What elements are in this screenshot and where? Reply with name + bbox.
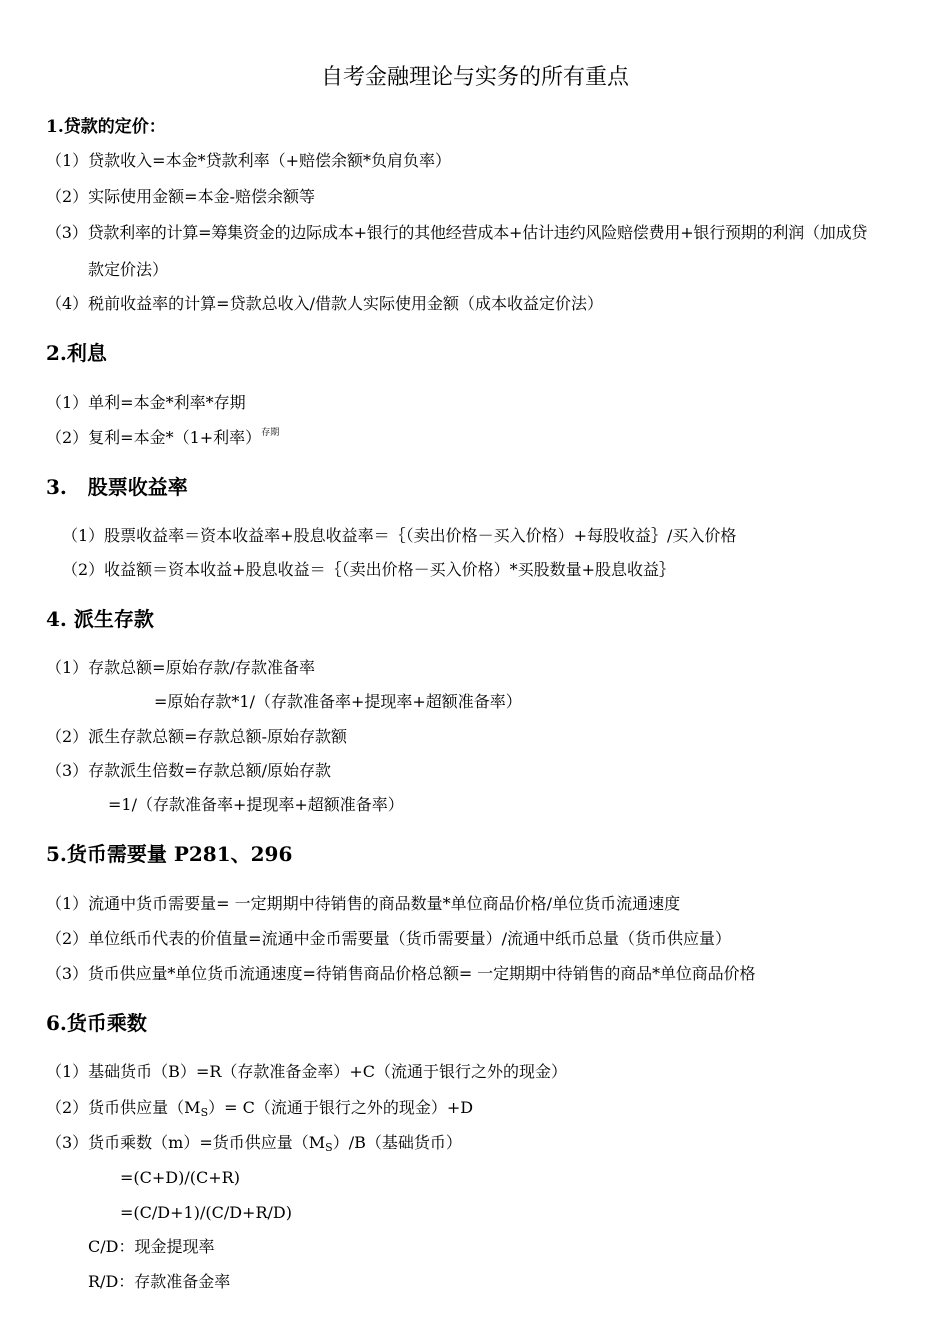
text-line: （2）实际使用金额=本金-赔偿余额等 (46, 187, 315, 206)
text-line: （4）税前收益率的计算=贷款总收入/借款人实际使用金额（成本收益定价法） (46, 294, 603, 313)
text-line: （2）派生存款总额=存款总额-原始存款额 (46, 727, 347, 746)
definition-line: R/D：存款准备金率 (88, 1272, 231, 1291)
text-line (46, 428, 279, 448)
text-line: =原始存款*1/（存款准备率+提现率+超额准备率） (154, 692, 522, 711)
section-heading-loan-pricing: 1.贷款的定价： (46, 117, 166, 137)
text-line: （1）存款总额=原始存款/存款准备率 (46, 658, 315, 677)
text-line: （1）基础货币（B）=R（存款准备金率）+C（流通于银行之外的现金） (46, 1062, 568, 1081)
text-line: （1）贷款收入=本金*贷款利率（+赔偿余额*负肩负率） (46, 151, 451, 170)
money-supply-text: ）= C（流通于银行之外的现金）+D (208, 1098, 474, 1117)
text-line: （2）单位纸币代表的价值量=流通中金币需要量（货币需要量）/流通中纸币总量（货币供应量） (46, 929, 731, 948)
section-heading-money-demand: 5.货币需要量 P281、296 (46, 842, 293, 866)
text-line: （3）货币供应量*单位货币流通速度=待销售商品价格总额= 一定期期中待销售的商品*单位商品价格 (46, 964, 756, 983)
text-line: 款定价法） (88, 260, 169, 279)
subscript-label: S (325, 1141, 333, 1154)
text-line: （1）股票收益率＝资本收益率+股息收益率＝｛（卖出价格－买入价格）+每股收益｝/买入价格 (62, 526, 737, 545)
multiplier-text: （3）货币乘数（m）=货币供应量（M (46, 1133, 326, 1152)
section-heading-money-multiplier: 6.货币乘数 (46, 1011, 147, 1035)
formula-line: =(C/D+1)/(C/D+R/D) (120, 1203, 292, 1222)
text-line: （3）贷款利率的计算=筹集资金的边际成本+银行的其他经营成本+估计违约风险赔偿费用+银行预期的利润（加成贷 (46, 223, 868, 242)
text-line (46, 1133, 462, 1153)
text-line: =1/（存款准备率+提现率+超额准备率） (108, 795, 404, 814)
page-title: 自考金融理论与实务的所有重点 (320, 65, 629, 90)
exponent-label: 存期 (261, 428, 280, 438)
subscript-label: S (200, 1106, 209, 1119)
text-line (46, 1098, 473, 1118)
formula-line: =(C+D)/(C+R) (120, 1168, 240, 1187)
compound-interest-text: （2）复利=本金*（1+利率） (46, 428, 262, 447)
text-line: （1）单利=本金*利率*存期 (46, 393, 246, 412)
text-line: （1）流通中货币需要量= 一定期期中待销售的商品数量*单位商品价格/单位货币流通速度 (46, 894, 681, 913)
section-heading-interest: 2.利息 (46, 341, 107, 365)
text-line: （3）存款派生倍数=存款总额/原始存款 (46, 761, 331, 780)
definition-line: C/D：现金提现率 (88, 1237, 215, 1256)
multiplier-text: ）/B（基础货币） (332, 1133, 462, 1152)
text-line: （2）收益额＝资本收益+股息收益＝｛（卖出价格－买入价格）*买股数量+股息收益｝ (62, 560, 675, 579)
section-heading-stock-yield: 3. 股票收益率 (46, 475, 188, 499)
money-supply-text: （2）货币供应量（M (46, 1098, 201, 1117)
section-heading-derived-deposits: 4. 派生存款 (46, 607, 154, 631)
